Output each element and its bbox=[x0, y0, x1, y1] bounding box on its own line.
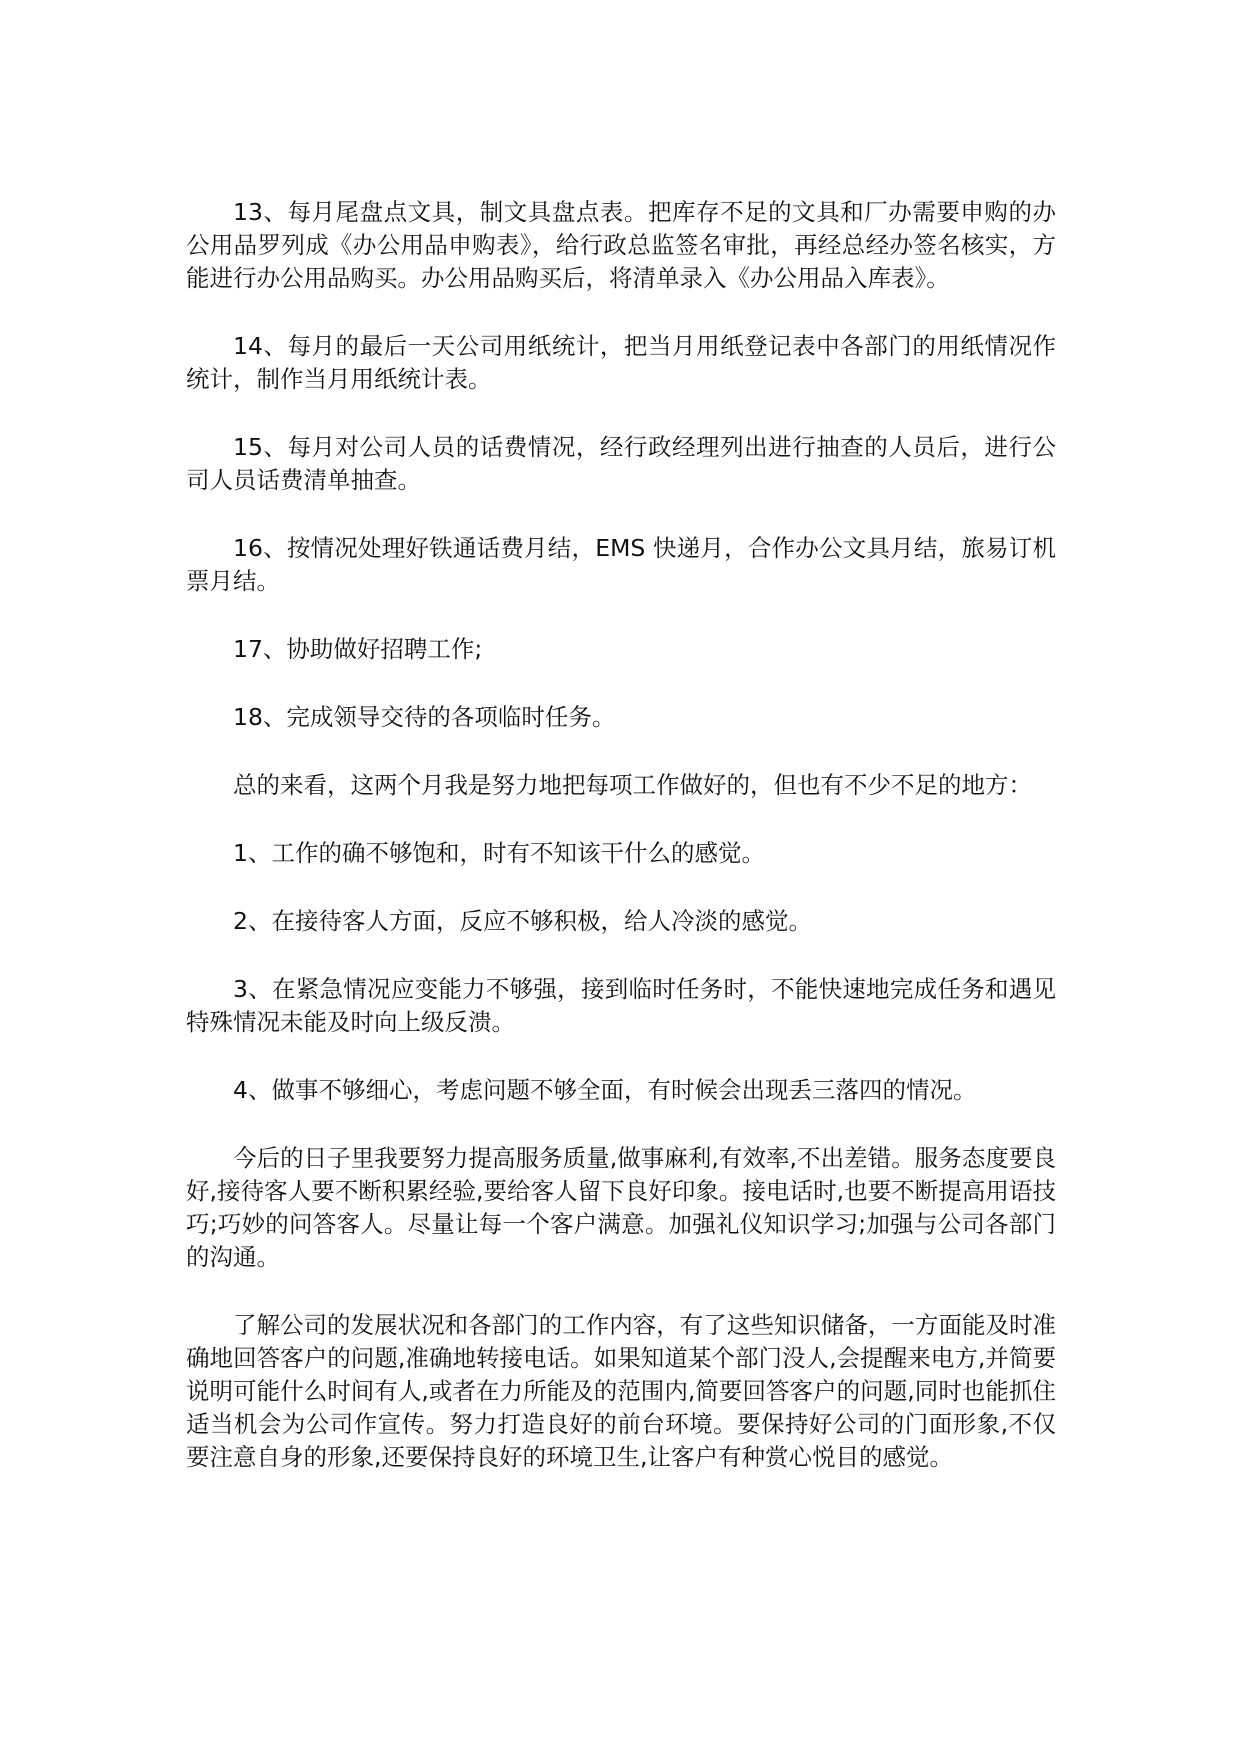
paragraph-shortcoming-1: 1、工作的确不够饱和，时有不知该干什么的感觉。 bbox=[233, 839, 765, 867]
paragraph-item-18: 18、完成领导交待的各项临时任务。 bbox=[233, 703, 616, 731]
paragraph-future-plan: 今后的日子里我要努力提高服务质量,做事麻利,有效率,不出差错。服务态度要良好,接待客人要不断积累经验,要给客人留下良好印象。接电话时,也要不断提高用语技巧;巧妙的问答客人。尽量让每一个客户满意。加强礼仪知识学习;加强与公司各部门的沟通。 bbox=[186, 1144, 1056, 1271]
paragraph-item-16: 16、按情况处理好铁通话费月结，EMS 快递月，合作办公文具月结，旅易订机票月结。 bbox=[186, 534, 1056, 595]
document-body bbox=[186, 196, 1056, 1509]
paragraph-shortcoming-3: 3、在紧急情况应变能力不够强，接到临时任务时，不能快速地完成任务和遇见特殊情况未能及时向上级反溃。 bbox=[186, 975, 1056, 1036]
paragraph-item-14: 14、每月的最后一天公司用纸统计，把当月用纸登记表中各部门的用纸情况作统计，制作当月用纸统计表。 bbox=[186, 332, 1056, 393]
paragraph-shortcoming-4: 4、做事不够细心，考虑问题不够全面，有时候会出现丢三落四的情况。 bbox=[233, 1076, 977, 1104]
paragraph-company-knowledge: 了解公司的发展状况和各部门的工作内容，有了这些知识储备，一方面能及时准确地回答客户的问题,准确地转接电话。如果知道某个部门没人,会提醒来电方,并简要说明可能什么时间有人,或者在力所能及的范围内,简要回答客户的问题,同时也能抓住适当机会为公司作宣传。努力打造良好的前台环境。要保持好公司的门面形象,不仅要注意自身的形象,还要保持良好的环境卫生,让客户有种赏心悦目的感觉。 bbox=[186, 1311, 1056, 1471]
paragraph-item-17: 17、协助做好招聘工作; bbox=[233, 635, 483, 663]
paragraph-item-13: 13、每月尾盘点文具，制文具盘点表。把库存不足的文具和厂办需要申购的办公用品罗列成《办公用品申购表》，给行政总监签名审批，再经总经办签名核实，方能进行办公用品购买。办公用品购买后，将清单录入《办公用品入库表》。 bbox=[186, 198, 1056, 292]
paragraph-summary: 总的来看，这两个月我是努力地把每项工作做好的，但也有不少不足的地方： bbox=[233, 771, 1032, 799]
paragraph-shortcoming-2: 2、在接待客人方面，反应不够积极，给人冷淡的感觉。 bbox=[233, 907, 812, 935]
paragraph-item-15: 15、每月对公司人员的话费情况，经行政经理列出进行抽查的人员后，进行公司人员话费清单抽查。 bbox=[186, 433, 1056, 494]
